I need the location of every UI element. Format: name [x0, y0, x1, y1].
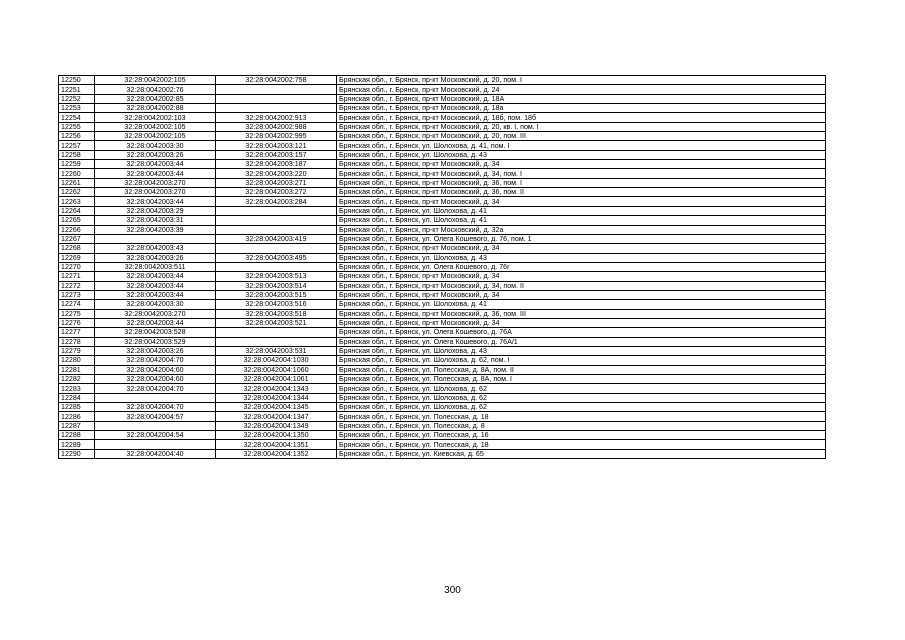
cadastral-number-cell: 32:28:0042004:57	[95, 412, 216, 421]
row-number-cell: 12270	[59, 262, 95, 271]
object-cadastral-number-cell	[216, 225, 337, 234]
row-number-cell: 12280	[59, 356, 95, 365]
object-cadastral-number-cell: 32:28:0042003:272	[216, 188, 337, 197]
row-number-cell: 12276	[59, 318, 95, 327]
row-number-cell: 12265	[59, 216, 95, 225]
table-row	[59, 178, 826, 187]
address-cell: Брянская обл., г. Брянск, пр-кт Московский, д. 36, пом. III	[337, 309, 826, 318]
table-row	[59, 328, 826, 337]
address-cell: Брянская обл., г. Брянск, ул. Олега Кошевого, д. 76, пом. 1	[337, 234, 826, 243]
object-cadastral-number-cell: 32:28:0042003:284	[216, 197, 337, 206]
object-cadastral-number-cell: 32:28:0042003:495	[216, 253, 337, 262]
object-cadastral-number-cell: 32:28:0042003:516	[216, 300, 337, 309]
table-row	[59, 375, 826, 384]
address-cell: Брянская обл., г. Брянск, пр-кт Московский, д. 34	[337, 318, 826, 327]
table-row	[59, 197, 826, 206]
cadastral-number-cell: 32:28:0042003:270	[95, 178, 216, 187]
table-row	[59, 449, 826, 458]
cadastral-number-cell: 32:28:0042003:26	[95, 150, 216, 159]
row-number-cell: 12283	[59, 384, 95, 393]
table-row	[59, 234, 826, 243]
object-cadastral-number-cell: 32:28:0042004:1343	[216, 384, 337, 393]
cadastral-number-cell: 32:28:0042002:105	[95, 76, 216, 85]
cadastral-number-cell: 32:28:0042003:44	[95, 169, 216, 178]
object-cadastral-number-cell: 32:28:0042003:271	[216, 178, 337, 187]
row-number-cell: 12289	[59, 440, 95, 449]
object-cadastral-number-cell: 32:28:0042002:988	[216, 122, 337, 131]
table-row	[59, 141, 826, 150]
row-number-cell: 12266	[59, 225, 95, 234]
cadastral-number-cell	[95, 421, 216, 430]
object-cadastral-number-cell	[216, 262, 337, 271]
row-number-cell: 12252	[59, 94, 95, 103]
cadastral-number-cell: 32:28:0042003:44	[95, 160, 216, 169]
object-cadastral-number-cell: 32:28:0042004:1344	[216, 393, 337, 402]
row-number-cell: 12286	[59, 412, 95, 421]
cadastral-number-cell: 32:28:0042003:44	[95, 281, 216, 290]
row-number-cell: 12274	[59, 300, 95, 309]
cadastral-number-cell: 32:28:0042003:26	[95, 346, 216, 355]
object-cadastral-number-cell: 32:28:0042002:995	[216, 132, 337, 141]
row-number-cell: 12250	[59, 76, 95, 85]
cadastral-number-cell: 32:28:0042003:44	[95, 290, 216, 299]
address-cell: Брянская обл., г. Брянск, ул. Шолохова, д. 43	[337, 253, 826, 262]
address-cell: Брянская обл., г. Брянск, ул. Шолохова, д. 41	[337, 216, 826, 225]
cadastral-number-cell: 32:28:0042003:270	[95, 309, 216, 318]
table-row	[59, 384, 826, 393]
object-cadastral-number-cell: 32:28:0042003:513	[216, 272, 337, 281]
table-row	[59, 225, 826, 234]
object-cadastral-number-cell: 32:28:0042003:121	[216, 141, 337, 150]
row-number-cell: 12281	[59, 365, 95, 374]
page-number: 300	[444, 585, 461, 596]
address-cell: Брянская обл., г. Брянск, ул. Шолохова, д. 62	[337, 403, 826, 412]
table-row	[59, 412, 826, 421]
table-row	[59, 150, 826, 159]
cadastral-number-cell	[95, 440, 216, 449]
object-cadastral-number-cell: 32:28:0042002:758	[216, 76, 337, 85]
address-cell: Брянская обл., г. Брянск, ул. Олега Кошевого, д. 76г	[337, 262, 826, 271]
table-row	[59, 244, 826, 253]
address-cell: Брянская обл., г. Брянск, пр-кт Московский, д. 34, пом. II	[337, 281, 826, 290]
object-cadastral-number-cell: 32:28:0042004:1352	[216, 449, 337, 458]
row-number-cell: 12275	[59, 309, 95, 318]
cadastral-number-cell: 32:28:0042002:105	[95, 132, 216, 141]
address-cell: Брянская обл., г. Брянск, ул. Полесская, д. 8А, пом. II	[337, 365, 826, 374]
address-cell: Брянская обл., г. Брянск, пр-кт Московский, д. 36, пом. I	[337, 178, 826, 187]
cadastral-number-cell: 32:28:0042003:39	[95, 225, 216, 234]
cadastral-number-cell: 32:28:0042002:105	[95, 122, 216, 131]
row-number-cell: 12273	[59, 290, 95, 299]
address-cell: Брянская обл., г. Брянск, ул. Шолохова, д. 62, пом. I	[337, 356, 826, 365]
address-cell: Брянская обл., г. Брянск, пр-кт Московский, д. 24	[337, 85, 826, 94]
object-cadastral-number-cell: 32:28:0042003:518	[216, 309, 337, 318]
address-cell: Брянская обл., г. Брянск, ул. Шолохова, д. 62	[337, 384, 826, 393]
cadastral-number-cell	[95, 234, 216, 243]
address-cell: Брянская обл., г. Брянск, ул. Полесская, д. 18	[337, 412, 826, 421]
address-cell: Брянская обл., г. Брянск, ул. Киевская, д. 65	[337, 449, 826, 458]
cadastral-number-cell: 32:28:0042003:44	[95, 197, 216, 206]
cadastral-number-cell: 32:28:0042002:85	[95, 94, 216, 103]
table-row	[59, 337, 826, 346]
row-number-cell: 12278	[59, 337, 95, 346]
address-cell: Брянская обл., г. Брянск, пр-кт Московский, д. 34, пом. I	[337, 169, 826, 178]
cadastral-number-cell: 32:28:0042002:103	[95, 113, 216, 122]
table-row	[59, 104, 826, 113]
address-cell: Брянская обл., г. Брянск, ул. Шолохова, д. 41, пом. I	[337, 141, 826, 150]
cadastral-number-cell: 32:28:0042003:270	[95, 188, 216, 197]
table-row	[59, 76, 826, 85]
cadastral-number-cell: 32:28:0042004:54	[95, 431, 216, 440]
table-row	[59, 132, 826, 141]
cadastral-number-cell	[95, 393, 216, 402]
cadastral-number-cell: 32:28:0042003:44	[95, 318, 216, 327]
table-row	[59, 356, 826, 365]
cadastral-number-cell: 32:28:0042003:29	[95, 206, 216, 215]
address-cell: Брянская обл., г. Брянск, пр-кт Московский, д. 34	[337, 197, 826, 206]
row-number-cell: 12267	[59, 234, 95, 243]
table-row	[59, 113, 826, 122]
table-row	[59, 421, 826, 430]
table-row	[59, 393, 826, 402]
row-number-cell: 12256	[59, 132, 95, 141]
cadastral-number-cell: 32:28:0042003:30	[95, 300, 216, 309]
object-cadastral-number-cell: 32:28:0042003:531	[216, 346, 337, 355]
cadastral-number-cell: 32:28:0042003:43	[95, 244, 216, 253]
row-number-cell: 12269	[59, 253, 95, 262]
address-cell: Брянская обл., г. Брянск, ул. Шолохова, д. 41	[337, 206, 826, 215]
table-row	[59, 160, 826, 169]
address-cell: Брянская обл., г. Брянск, пр-кт Московский, д. 20, пом. III	[337, 132, 826, 141]
address-cell: Брянская обл., г. Брянск, пр-кт Московский, д. 34	[337, 290, 826, 299]
row-number-cell: 12287	[59, 421, 95, 430]
object-cadastral-number-cell: 32:28:0042002:913	[216, 113, 337, 122]
object-cadastral-number-cell	[216, 104, 337, 113]
row-number-cell: 12282	[59, 375, 95, 384]
table-row	[59, 309, 826, 318]
row-number-cell: 12253	[59, 104, 95, 113]
object-cadastral-number-cell: 32:28:0042004:1350	[216, 431, 337, 440]
table-row	[59, 169, 826, 178]
cadastral-number-cell: 32:28:0042004:40	[95, 449, 216, 458]
row-number-cell: 12258	[59, 150, 95, 159]
address-cell: Брянская обл., г. Брянск, ул. Шолохова, д. 43	[337, 150, 826, 159]
address-cell: Брянская обл., г. Брянск, ул. Полесская, д. 16	[337, 431, 826, 440]
row-number-cell: 12260	[59, 169, 95, 178]
cadastral-number-cell: 32:28:0042004:60	[95, 375, 216, 384]
registry-table	[58, 75, 826, 459]
table-row	[59, 300, 826, 309]
object-cadastral-number-cell: 32:28:0042004:1060	[216, 365, 337, 374]
row-number-cell: 12264	[59, 206, 95, 215]
row-number-cell: 12272	[59, 281, 95, 290]
address-cell: Брянская обл., г. Брянск, пр-кт Московский, д. 34	[337, 160, 826, 169]
cadastral-number-cell: 32:28:0042004:70	[95, 403, 216, 412]
address-cell: Брянская обл., г. Брянск, ул. Шолохова, д. 41	[337, 300, 826, 309]
object-cadastral-number-cell: 32:28:0042004:1030	[216, 356, 337, 365]
address-cell: Брянская обл., г. Брянск, ул. Шолохова, д. 62	[337, 393, 826, 402]
row-number-cell: 12284	[59, 393, 95, 402]
object-cadastral-number-cell: 32:28:0042003:521	[216, 318, 337, 327]
address-cell: Брянская обл., г. Брянск, пр-кт Московский, д. 34	[337, 272, 826, 281]
row-number-cell: 12268	[59, 244, 95, 253]
address-cell: Брянская обл., г. Брянск, пр-кт Московский, д. 36, пом. II	[337, 188, 826, 197]
row-number-cell: 12261	[59, 178, 95, 187]
table-row	[59, 403, 826, 412]
address-cell: Брянская обл., г. Брянск, ул. Олега Кошевого, д. 76А/1	[337, 337, 826, 346]
table-row	[59, 206, 826, 215]
table-row	[59, 94, 826, 103]
address-cell: Брянская обл., г. Брянск, пр-кт Московский, д. 18а	[337, 104, 826, 113]
object-cadastral-number-cell: 32:28:0042004:1351	[216, 440, 337, 449]
address-cell: Брянская обл., г. Брянск, пр-кт Московский, д. 18А	[337, 94, 826, 103]
cadastral-number-cell: 32:28:0042002:88	[95, 104, 216, 113]
cadastral-number-cell: 32:28:0042003:528	[95, 328, 216, 337]
address-cell: Брянская обл., г. Брянск, пр-кт Московский, д. 20, кв. I, пом. I	[337, 122, 826, 131]
cadastral-number-cell: 32:28:0042003:529	[95, 337, 216, 346]
address-cell: Брянская обл., г. Брянск, ул. Полесская, д. 8	[337, 421, 826, 430]
row-number-cell: 12279	[59, 346, 95, 355]
object-cadastral-number-cell	[216, 328, 337, 337]
cadastral-number-cell: 32:28:0042003:511	[95, 262, 216, 271]
cadastral-number-cell: 32:28:0042002:76	[95, 85, 216, 94]
row-number-cell: 12251	[59, 85, 95, 94]
registry-table-body	[59, 76, 826, 459]
table-row	[59, 122, 826, 131]
row-number-cell: 12259	[59, 160, 95, 169]
row-number-cell: 12254	[59, 113, 95, 122]
table-row	[59, 440, 826, 449]
table-row	[59, 281, 826, 290]
row-number-cell: 12277	[59, 328, 95, 337]
cadastral-number-cell: 32:28:0042003:44	[95, 272, 216, 281]
object-cadastral-number-cell: 32:28:0042003:515	[216, 290, 337, 299]
address-cell: Брянская обл., г. Брянск, ул. Олега Кошевого, д. 76А	[337, 328, 826, 337]
address-cell: Брянская обл., г. Брянск, ул. Полесская, д. 8А, пом. I	[337, 375, 826, 384]
table-row	[59, 272, 826, 281]
object-cadastral-number-cell: 32:28:0042003:514	[216, 281, 337, 290]
row-number-cell: 12288	[59, 431, 95, 440]
row-number-cell: 12255	[59, 122, 95, 131]
object-cadastral-number-cell	[216, 244, 337, 253]
address-cell: Брянская обл., г. Брянск, пр-кт Московский, д. 32а	[337, 225, 826, 234]
object-cadastral-number-cell	[216, 216, 337, 225]
table-row	[59, 253, 826, 262]
object-cadastral-number-cell	[216, 337, 337, 346]
cadastral-number-cell: 32:28:0042003:30	[95, 141, 216, 150]
address-cell: Брянская обл., г. Брянск, ул. Шолохова, д. 43	[337, 346, 826, 355]
object-cadastral-number-cell: 32:28:0042003:220	[216, 169, 337, 178]
table-row	[59, 216, 826, 225]
table-row	[59, 346, 826, 355]
table-row	[59, 318, 826, 327]
address-cell: Брянская обл., г. Брянск, пр-кт Московский, д. 34	[337, 244, 826, 253]
object-cadastral-number-cell: 32:28:0042004:1349	[216, 421, 337, 430]
cadastral-number-cell: 32:28:0042004:70	[95, 384, 216, 393]
table-row	[59, 431, 826, 440]
row-number-cell: 12262	[59, 188, 95, 197]
cadastral-number-cell: 32:28:0042003:26	[95, 253, 216, 262]
object-cadastral-number-cell: 32:28:0042003:157	[216, 150, 337, 159]
object-cadastral-number-cell: 32:28:0042003:187	[216, 160, 337, 169]
cadastral-number-cell: 32:28:0042004:60	[95, 365, 216, 374]
object-cadastral-number-cell: 32:28:0042004:1347	[216, 412, 337, 421]
object-cadastral-number-cell: 32:28:0042004:1345	[216, 403, 337, 412]
object-cadastral-number-cell	[216, 85, 337, 94]
table-row	[59, 188, 826, 197]
cadastral-number-cell: 32:28:0042004:70	[95, 356, 216, 365]
table-row	[59, 365, 826, 374]
object-cadastral-number-cell: 32:28:0042004:1061	[216, 375, 337, 384]
row-number-cell: 12271	[59, 272, 95, 281]
address-cell: Брянская обл., г. Брянск, ул. Полесская, д. 18	[337, 440, 826, 449]
row-number-cell: 12263	[59, 197, 95, 206]
row-number-cell: 12290	[59, 449, 95, 458]
table-row	[59, 85, 826, 94]
address-cell: Брянская обл., г. Брянск, пр-кт Московский, д. 18б, пом. 18б	[337, 113, 826, 122]
row-number-cell: 12285	[59, 403, 95, 412]
table-row	[59, 290, 826, 299]
row-number-cell: 12257	[59, 141, 95, 150]
table-row	[59, 262, 826, 271]
address-cell: Брянская обл., г. Брянск, пр-кт Московский, д. 20, пом. I	[337, 76, 826, 85]
cadastral-number-cell: 32:28:0042003:31	[95, 216, 216, 225]
object-cadastral-number-cell: 32:28:0042003:419	[216, 234, 337, 243]
object-cadastral-number-cell	[216, 94, 337, 103]
object-cadastral-number-cell	[216, 206, 337, 215]
